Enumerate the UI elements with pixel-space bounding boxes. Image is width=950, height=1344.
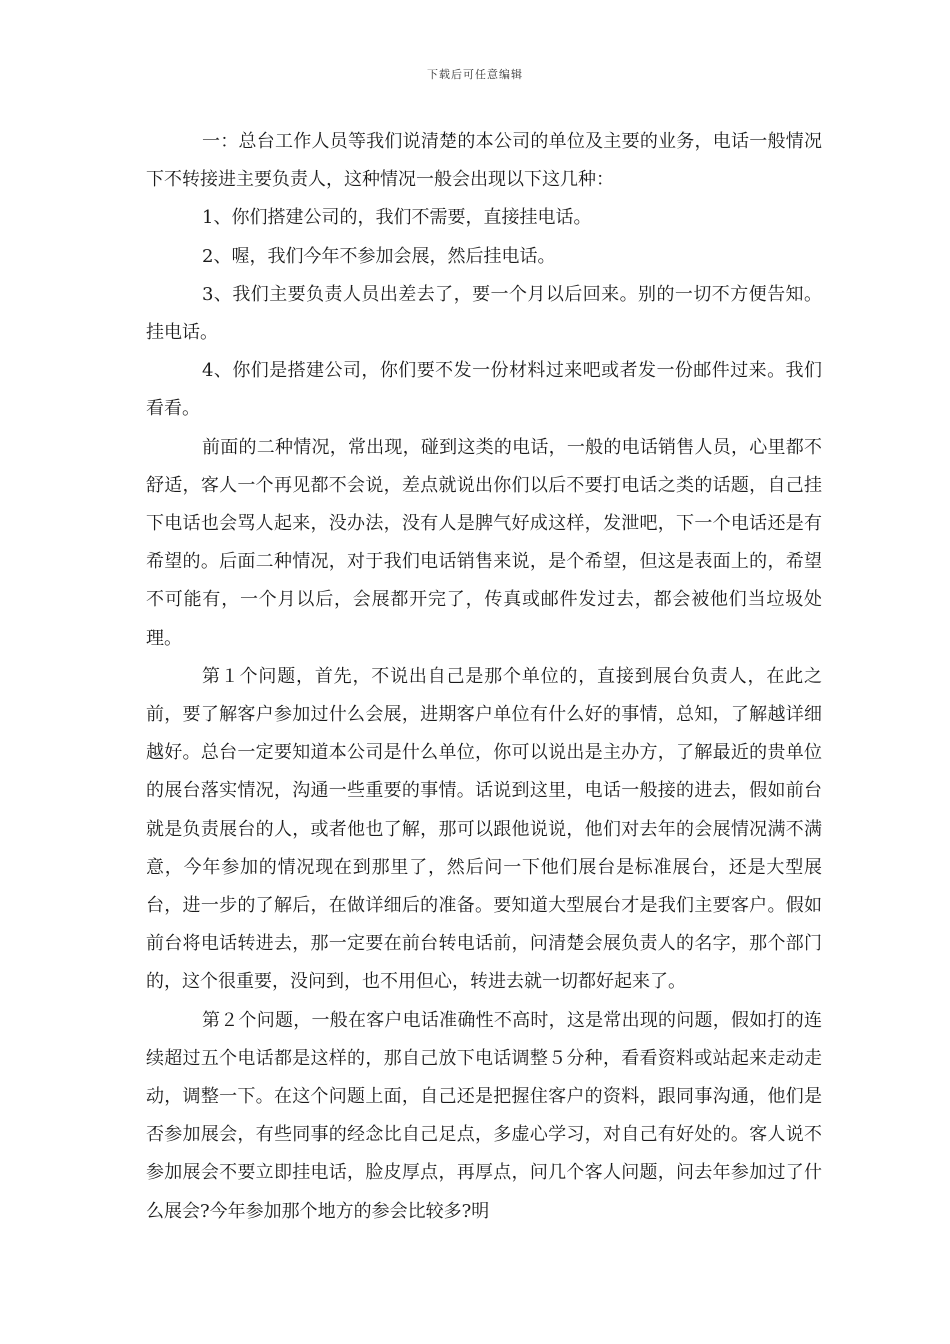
document-body xyxy=(146,123,822,1231)
paragraph-case-1: 1、你们搭建公司的，我们不需要，直接挂电话。 xyxy=(202,207,592,229)
paragraph-case-2: 2、喔，我们今年不参加会展，然后挂电话。 xyxy=(202,245,556,267)
paragraph-intro: 一：总台工作人员等我们说清楚的本公司的单位及主要的业务，电话一般情况下不转接进主要负责人，这种情况一般会出现以下这几种： xyxy=(146,131,822,191)
paragraph-problem-1: 第１个问题，首先，不说出自己是那个单位的，直接到展台负责人，在此之前，要了解客户参加过什么会展，进期客户单位有什么好的事情，总知，了解越详细越好。总台一定要知道本公司是什么单位，你可以说出是主办方，了解最近的贵单位的展台落实情况，沟通一些重要的事情。话说到这里，电话一般接的进去，假如前台就是负责展台的人，或者他也了解，那可以跟他说说，他们对去年的会展情况满不满意，今年参加的情况现在到那里了，然后问一下他们展台是标准展台，还是大型展台，进一步的了解后，在做详细后的准备。要知道大型展台才是我们主要客户。假如前台将电话转进去，那一定要在前台转电话前，问清楚会展负责人的名字，那个部门的，这个很重要，没问到，也不用但心，转进去就一切都好起来了。 xyxy=(146,665,822,993)
paragraph-problem-2: 第２个问题，一般在客户电话准确性不高时，这是常出现的问题，假如打的连续超过五个电话都是这样的，那自己放下电话调整５分种，看看资料或站起来走动走动，调整一下。在这个问题上面，自己还是把握住客户的资料，跟同事沟通，他们是否参加展会，有些同事的经念比自己足点，多虚心学习，对自己有好处的。客人说不参加展会不要立即挂电话，脸皮厚点，再厚点，问几个客人问题，问去年参加过了什么展会?今年参加那个地方的参会比较多?明 xyxy=(146,1009,822,1222)
page-header-note: 下载后可任意编辑 xyxy=(427,68,523,81)
paragraph-analysis: 前面的二种情况，常出现，碰到这类的电话，一般的电话销售人员，心里都不舒适，客人一个再见都不会说，差点就说出你们以后不要打电话之类的话题，自己挂下电话也会骂人起来，没办法，没有人是脾气好成这样，发泄吧，下一个电话还是有希望的。后面二种情况，对于我们电话销售来说，是个希望，但这是表面上的，希望不可能有，一个月以后，会展都开完了，传真或邮件发过去，都会被他们当垃圾处理。 xyxy=(146,436,822,649)
paragraph-case-4: 4、你们是搭建公司，你们要不发一份材料过来吧或者发一份邮件过来。我们看看。 xyxy=(146,360,822,420)
paragraph-case-3: 3、我们主要负责人员出差去了，要一个月以后回来。别的一切不方便告知。挂电话。 xyxy=(146,283,822,344)
